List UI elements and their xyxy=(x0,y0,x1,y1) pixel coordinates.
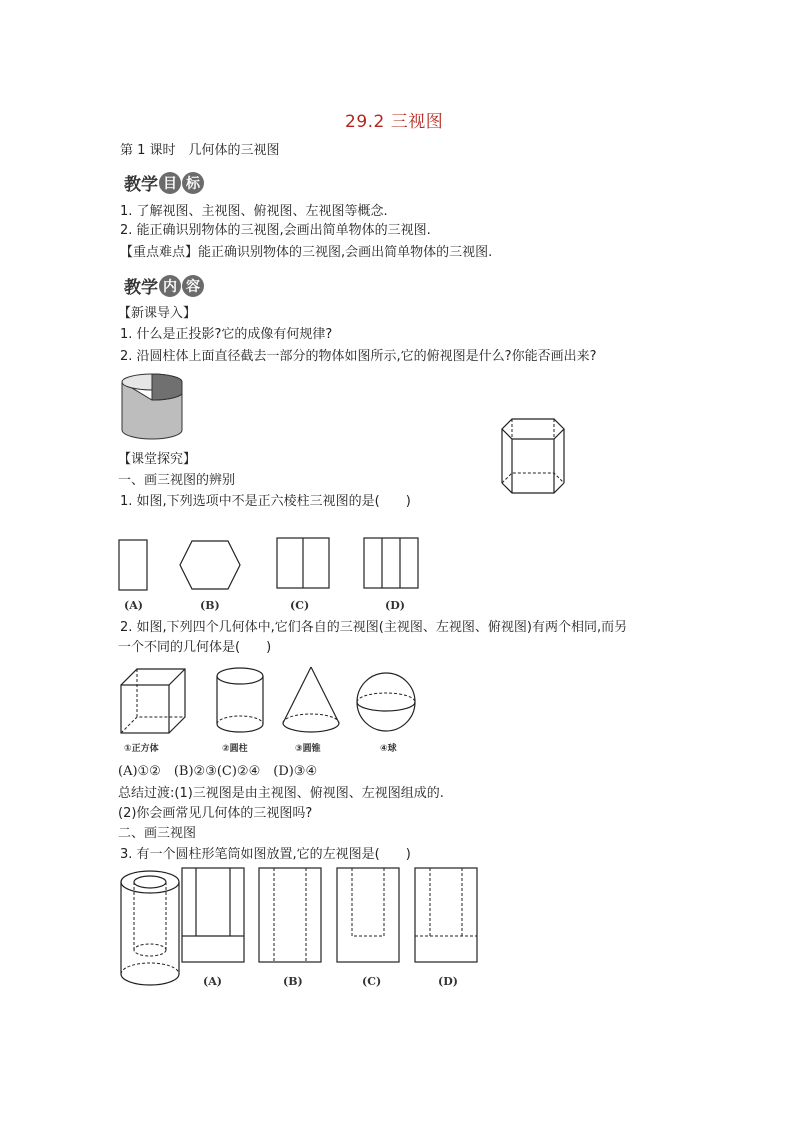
explore-header: 【课堂探究】 xyxy=(118,452,197,467)
option-label: (C) xyxy=(362,975,382,988)
lesson-subtitle: 第 1 课时 几何体的三视图 xyxy=(120,143,280,158)
question-2-line-1: 2. 如图,下列四个几何体中,它们各自的三视图(主视图、左视图、俯视图)有两个相同,而另 xyxy=(120,620,628,635)
intro-question-2: 2. 沿圆柱体上面直径截去一部分的物体如图所示,它的俯视图是什么?你能否画出来? xyxy=(120,349,597,364)
option-label: (A) xyxy=(124,599,143,612)
option-label: (C) xyxy=(290,599,310,612)
question-1: 1. 如图,下列选项中不是正六棱柱三视图的是( ) xyxy=(120,494,411,509)
section-prefix: 教学 xyxy=(124,278,158,298)
question-3-options-figure xyxy=(180,866,480,966)
option-label: (B) xyxy=(200,599,220,612)
option-b-shape xyxy=(180,541,240,589)
part-1-heading: 一、画三视图的辨别 xyxy=(118,473,236,488)
pen-holder-figure xyxy=(118,866,184,990)
solid-label: ③圆锥 xyxy=(295,744,321,754)
section-objectives-heading xyxy=(124,170,204,195)
question-3: 3. 有一个圆柱形笔筒如图放置,它的左视图是( ) xyxy=(120,847,411,862)
section-prefix: 教学 xyxy=(124,175,158,195)
option-label: (A) xyxy=(203,975,222,988)
objective-item: 1. 了解视图、主视图、俯视图、左视图等概念. xyxy=(120,204,388,219)
option-label: (D) xyxy=(438,975,458,988)
question-2-options: (A)①② (B)②③(C)②④ (D)③④ xyxy=(118,764,318,779)
option-a-shape xyxy=(119,540,147,590)
intro-question-1: 1. 什么是正投影?它的成像有何规律? xyxy=(120,327,333,342)
option-d-shape xyxy=(364,538,418,588)
question-1-options-figure xyxy=(118,538,438,592)
solid-label: ②圆柱 xyxy=(222,744,248,754)
section-char: 标 xyxy=(182,172,204,194)
option-label: (B) xyxy=(283,975,303,988)
hexagonal-prism-figure xyxy=(500,415,570,497)
solid-label: ④球 xyxy=(380,744,397,754)
page-title: 29.2 三视图 xyxy=(345,112,444,132)
section-char: 内 xyxy=(159,275,181,297)
section-char: 容 xyxy=(182,275,204,297)
summary-line-1: 总结过渡:(1)三视图是由主视图、俯视图、左视图组成的. xyxy=(118,786,444,801)
key-points: 【重点难点】能正确识别物体的三视图,会画出简单物体的三视图. xyxy=(120,245,493,260)
cut-cylinder-figure xyxy=(118,372,188,444)
section-char: 目 xyxy=(159,172,181,194)
solid-label: ①正方体 xyxy=(124,744,159,754)
objective-item: 2. 能正确识别物体的三视图,会画出简单物体的三视图. xyxy=(120,223,431,238)
section-content-heading xyxy=(124,273,204,298)
option-label: (D) xyxy=(385,599,405,612)
summary-line-2: (2)你会画常见几何体的三视图吗? xyxy=(118,806,313,821)
question-2-solids-figure xyxy=(118,665,428,735)
intro-header: 【新课导入】 xyxy=(118,306,197,321)
part-2-heading: 二、画三视图 xyxy=(118,826,197,841)
question-2-line-2: 一个不同的几何体是( ) xyxy=(118,640,272,655)
